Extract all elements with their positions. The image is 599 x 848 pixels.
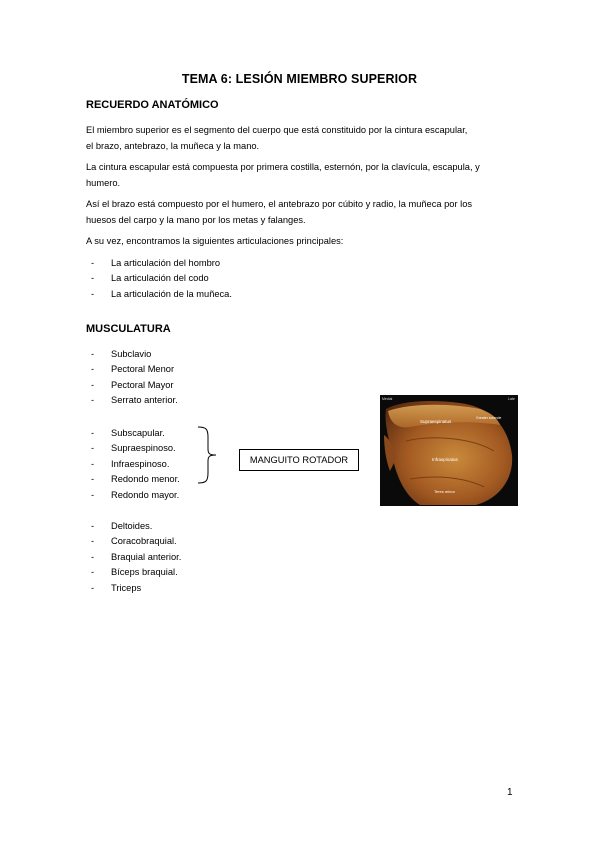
- list-item: - La articulación de la muñeca.: [86, 287, 232, 302]
- list-item: - Braquial anterior.: [86, 550, 181, 565]
- paragraph-3-line-1: Así el brazo está compuesto por el humero, el antebrazo por cúbito y radio, la muñeca por los: [86, 199, 473, 209]
- paragraph-3: [86, 196, 526, 228]
- image-label-supraspinatus: Supraespinatus: [420, 419, 452, 424]
- list-item: - La articulación del codo: [86, 271, 232, 286]
- paragraph-1: [86, 122, 526, 154]
- paragraph-2-line-1: La cintura escapular está compuesta por primera costilla, esternón, por la clavícula, escapula, y: [86, 162, 480, 172]
- paragraph-2: [86, 159, 526, 191]
- list-item: - Redondo mayor.: [86, 488, 180, 503]
- list-item: - La articulación del hombro: [86, 256, 232, 271]
- muscle-list-group-3: [86, 519, 181, 596]
- list-item: - Pectoral Mayor: [86, 378, 178, 393]
- image-label-medial: Medial: [382, 397, 393, 401]
- list-item: - Coracobraquial.: [86, 534, 181, 549]
- rotator-cuff-label: MANGUITO ROTADOR: [239, 449, 359, 471]
- paragraph-3-line-2: huesos del carpo y la mano por los metas y falanges.: [86, 215, 306, 225]
- curly-brace: [196, 425, 224, 485]
- list-item: - Supraespinoso.: [86, 441, 180, 456]
- section-heading-muscles: MUSCULATURA: [86, 323, 171, 335]
- section-heading-anatomy: RECUERDO ANATÓMICO: [86, 99, 219, 111]
- paragraph-4: [86, 233, 526, 249]
- list-item: - Redondo menor.: [86, 472, 180, 487]
- paragraph-4-line-1: A su vez, encontramos la siguientes articulaciones principales:: [86, 236, 344, 246]
- page-number: 1: [507, 787, 513, 798]
- paragraph-2-line-2: humero.: [86, 178, 121, 188]
- image-label-lateral: Late: [508, 397, 515, 401]
- list-item: - Pectoral Menor: [86, 362, 178, 377]
- muscle-list-rotator-cuff: [86, 426, 180, 503]
- image-label-infraspinatus: Infraspinatus: [432, 457, 458, 462]
- image-label-tubercle: Greater tubercle: [476, 416, 502, 420]
- paragraph-1-line-1: El miembro superior es el segmento del cuerpo que está constituido por la cintura escapular,: [86, 125, 468, 135]
- image-label-teres-minor: Teres minor: [434, 489, 455, 494]
- list-item: - Triceps: [86, 581, 181, 596]
- shoulder-anatomy-photo: [380, 395, 518, 506]
- joints-list: [86, 256, 232, 302]
- list-item: - Subscapular.: [86, 426, 180, 441]
- list-item: - Serrato anterior.: [86, 393, 178, 408]
- list-item: - Subclavio: [86, 347, 178, 362]
- page-title: TEMA 6: LESIÓN MIEMBRO SUPERIOR: [181, 72, 418, 86]
- list-item: - Infraespinoso.: [86, 457, 180, 472]
- paragraph-1-line-2: el brazo, antebrazo, la muñeca y la mano.: [86, 141, 260, 151]
- list-item: - Deltoides.: [86, 519, 181, 534]
- muscle-list-group-1: [86, 347, 178, 409]
- list-item: - Bíceps braquial.: [86, 565, 181, 580]
